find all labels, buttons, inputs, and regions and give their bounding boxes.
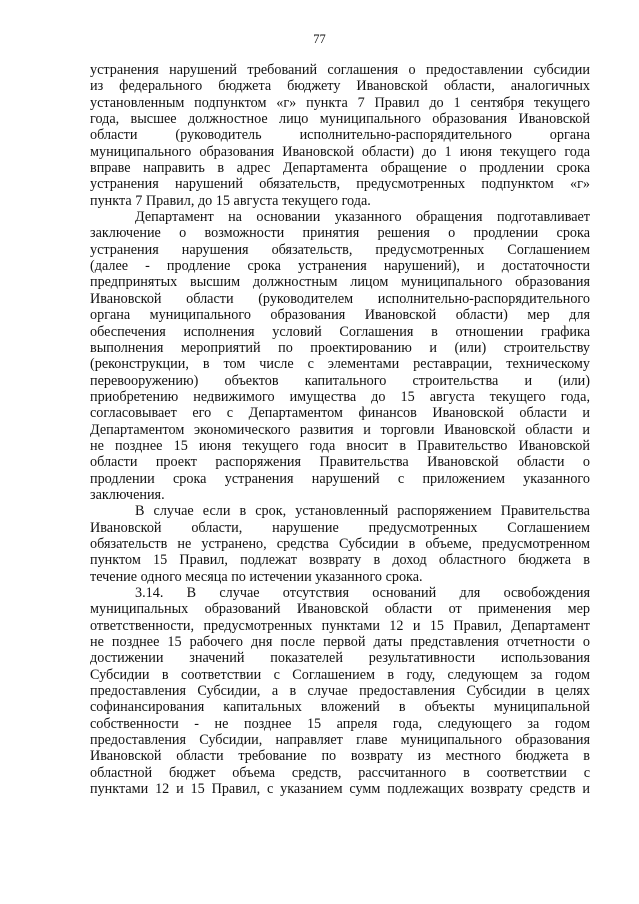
text-line: Ивановской области требование по возврату из местного бюджета в xyxy=(90,748,590,765)
text-line: муниципального образования Ивановской области) до 1 июня текущего года xyxy=(90,143,590,160)
text-line: (реконструкции, в том числе с элементами реставрации, техническому xyxy=(90,356,590,373)
text-line: продлении срока устранения нарушений с приложением указанного xyxy=(90,470,590,487)
page-number: 77 xyxy=(313,32,326,46)
text-line: пунктом 15 Правил, подлежат возврату в доход областного бюджета в xyxy=(90,552,590,569)
text-line: предоставления Субсидии, направляет главе муниципального образования xyxy=(90,732,590,749)
text-line: не позднее 15 июня текущего года вносит в Правительство Ивановской xyxy=(90,437,590,454)
text-line: Департамент на основании указанного обращения подготавливает xyxy=(135,209,590,226)
text-line: собственности - не позднее 15 апреля года, следующего за годом xyxy=(90,715,590,732)
text-line: перевооружению) объектов капитального строительства и (или) xyxy=(90,372,590,389)
text-line: предпринятых высшим должностным лицом муниципального образования xyxy=(90,274,590,291)
text-line: пунктами 12 и 15 Правил, с указанием сумм подлежащих возврату средств и xyxy=(90,781,590,798)
text-line: ответственности, предусмотренных пунктами 12 и 15 Правил, Департамент xyxy=(90,617,590,634)
text-line: согласовывает его с Департаментом финансов Ивановской области и xyxy=(90,405,590,422)
text-line: (далее - продление срока устранения нарушений), и достаточности xyxy=(90,258,590,275)
text-line: области проект распоряжения Правительства Ивановской области о xyxy=(90,454,590,471)
text-line: устранения нарушения обязательств, предусмотренных Соглашением xyxy=(90,241,590,258)
text-line: предоставления Субсидии, а в случае предоставления Субсидии в целях xyxy=(90,683,590,700)
text-line: Департаментом экономического развития и торговли Ивановской области и xyxy=(90,421,590,438)
document-body xyxy=(90,62,590,797)
text-line: областной бюджет объема средств, рассчитанного в соответствии с xyxy=(90,764,590,781)
text-line: устранения нарушений обязательств, предусмотренных подпунктом «г» xyxy=(90,176,590,193)
text-line: софинансирования капитальных вложений в объекты муниципальной xyxy=(90,699,590,716)
text-line: достижении значений показателей результативности использования xyxy=(90,650,590,667)
text-line: не позднее 15 рабочего дня после первой даты представления отчетности о xyxy=(90,634,590,651)
text-line: Субсидии в соответствии с Соглашением в году, следующем за годом xyxy=(90,666,590,683)
text-line: установленным подпунктом «г» пункта 7 Правил до 1 сентября текущего xyxy=(90,94,590,111)
text-line: Ивановской области (руководителем исполнительно-распорядительного xyxy=(90,290,590,307)
text-line: вправе направить в адрес Департамента обращение о продлении срока xyxy=(90,160,590,177)
text-line: органа муниципального образования Ивановской области) мер для xyxy=(90,307,590,324)
text-line: заключение о возможности принятия решения о продлении срока xyxy=(90,225,590,242)
text-line: обеспечения исполнения условий Соглашения в отношении графика xyxy=(90,323,590,340)
text-line: выполнения мероприятий по проектированию и (или) строительству xyxy=(90,339,590,356)
text-line: из федерального бюджета бюджету Ивановской области, аналогичных xyxy=(90,78,590,95)
text-line: 3.14. В случае отсутствия оснований для освобождения xyxy=(135,585,590,601)
text-line: приобретению недвижимого имущества до 15 августа текущего года, xyxy=(90,388,590,405)
text-line: Ивановской области, нарушение предусмотренных Соглашением xyxy=(90,519,590,536)
text-line: муниципальных образований Ивановской области от применения мер xyxy=(90,601,590,618)
text-line: заключения. xyxy=(90,486,165,503)
text-line: устранения нарушений требований соглашения о предоставлении субсидии xyxy=(90,62,590,78)
text-line: года, высшее должностное лицо муниципального образования Ивановской xyxy=(90,111,590,128)
text-line: обязательств не устранено, средства Субсидии в объеме, предусмотренном xyxy=(90,535,590,552)
text-line: области (руководитель исполнительно-распорядительного органа xyxy=(90,127,590,144)
text-line: течение одного месяца по истечении указанного срока. xyxy=(90,568,423,585)
text-line: пункта 7 Правил, до 15 августа текущего года. xyxy=(90,192,371,209)
text-line: В случае если в срок, установленный распоряжением Правительства xyxy=(135,503,590,520)
